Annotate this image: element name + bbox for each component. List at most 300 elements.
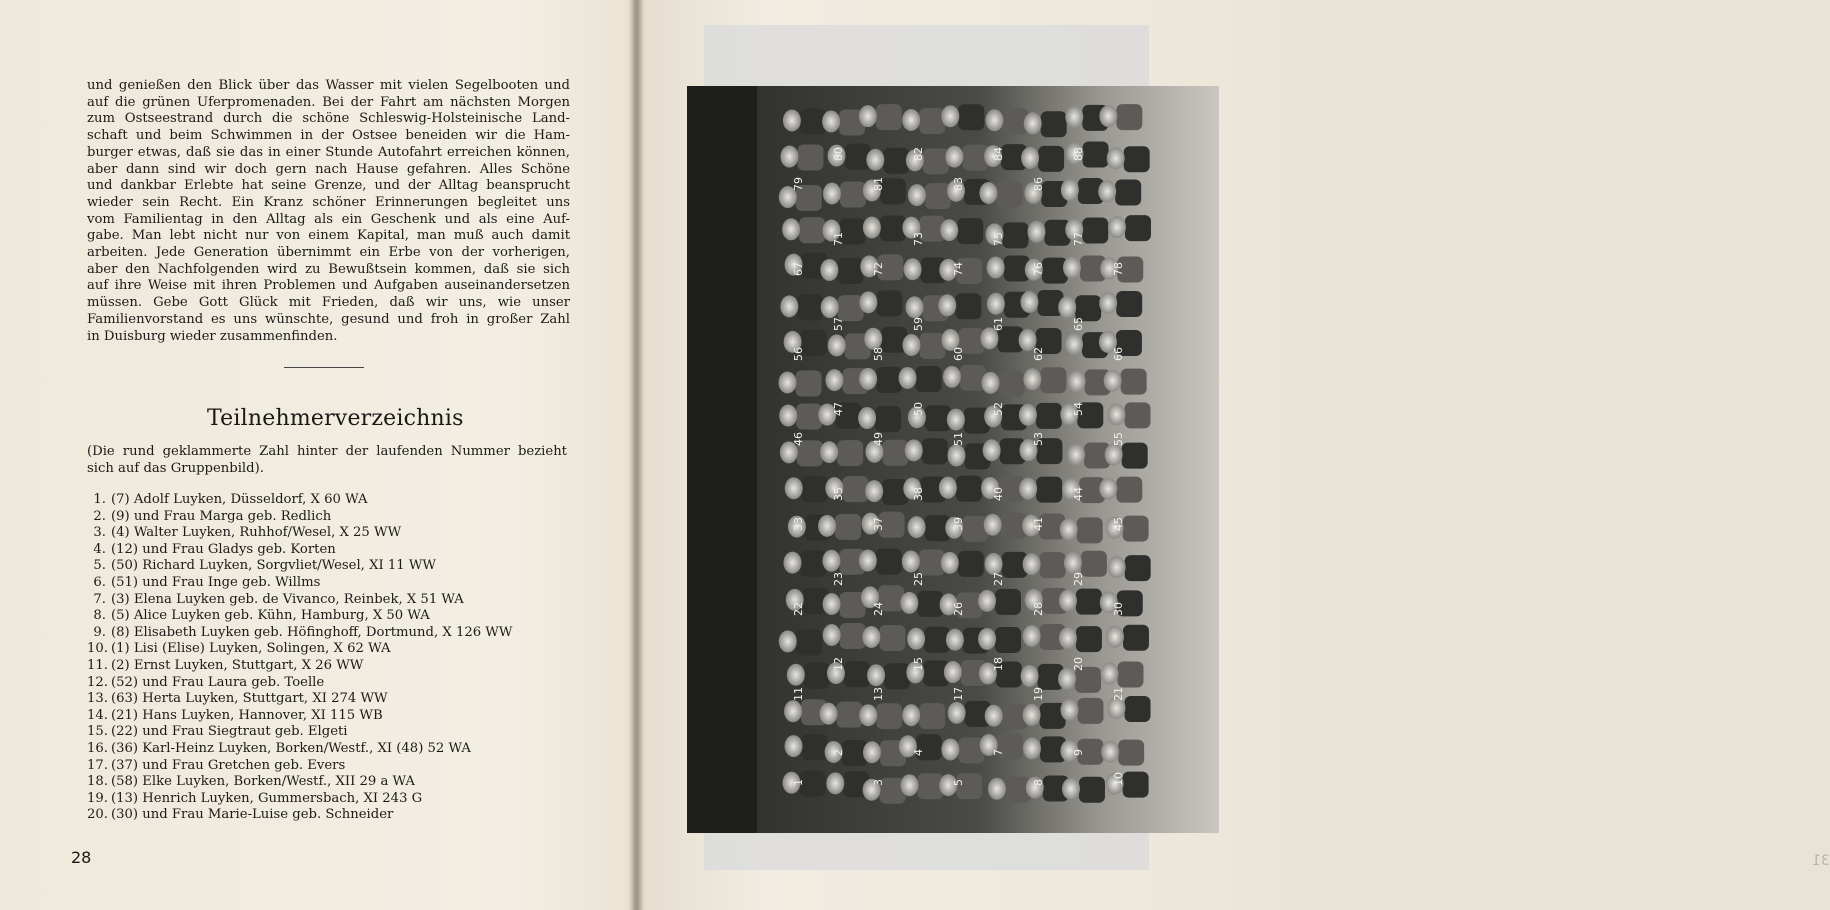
person-body	[837, 702, 863, 728]
person-head	[863, 741, 881, 763]
person-body	[1077, 517, 1103, 543]
person-body	[799, 217, 825, 243]
person-body	[917, 591, 943, 617]
photo-number-label: 56	[792, 347, 805, 361]
photo-number-label: 17	[952, 687, 965, 701]
section-divider	[284, 367, 364, 368]
person-body	[1118, 740, 1144, 766]
person-body	[923, 148, 949, 174]
participants-heading: Teilnehmerverzeichnis	[207, 406, 464, 431]
person-head	[859, 368, 877, 390]
person-head	[1023, 553, 1041, 575]
photo-number-label: 27	[992, 572, 1005, 586]
photo-number-label: 3	[872, 779, 885, 786]
body-text-line: zum Ostseestrand durch die schöne Schleswig-Holsteinische Land-	[87, 111, 570, 127]
photo-number-label: 1	[792, 779, 805, 786]
photo-number-label: 41	[1032, 517, 1045, 531]
person-body	[804, 663, 830, 689]
photo-number-label: 57	[832, 317, 845, 331]
person-head	[779, 372, 797, 394]
photo-number-label: 50	[912, 402, 925, 416]
person-head	[1108, 556, 1126, 578]
person-head	[1059, 627, 1077, 649]
body-text-line: in Duisburg wieder zusammenfinden.	[87, 328, 338, 344]
person-head	[1023, 704, 1041, 726]
person-head	[1099, 105, 1117, 127]
photo-number-label: 26	[952, 602, 965, 616]
participant-entry	[87, 525, 557, 542]
photo-number-label: 15	[912, 657, 925, 671]
person-body	[925, 183, 951, 209]
person-body	[916, 366, 942, 392]
participant-entry	[87, 741, 557, 758]
participant-text: (12) und Frau Gladys geb. Korten	[111, 541, 336, 557]
person-head	[1099, 292, 1117, 314]
person-head	[979, 182, 997, 204]
person-body	[1124, 696, 1150, 722]
person-body	[1123, 516, 1149, 542]
person-head	[1024, 112, 1042, 134]
person-head	[941, 552, 959, 574]
body-text-line: arbeiten. Jede Generation übernimmt ein Erbe von der vorherigen,	[87, 245, 570, 261]
photo-number-label: 5	[952, 779, 965, 786]
photo-number-label: 82	[912, 147, 925, 161]
person-body	[800, 108, 826, 134]
person-head	[902, 550, 920, 572]
person-head	[780, 146, 798, 168]
person-head	[825, 369, 843, 391]
person-head	[859, 550, 877, 572]
photo-number-label: 49	[872, 432, 885, 446]
person-head	[941, 738, 959, 760]
photo-number-label: 29	[1072, 572, 1085, 586]
person-body	[844, 661, 870, 687]
person-head	[864, 328, 882, 350]
person-body	[884, 663, 910, 689]
person-head	[785, 735, 803, 757]
person-body	[995, 627, 1021, 653]
person-head	[1023, 737, 1041, 759]
person-head	[865, 480, 883, 502]
person-body	[1124, 146, 1150, 172]
photo-number-label: 52	[992, 402, 1005, 416]
person-body	[960, 365, 986, 391]
person-head	[1023, 625, 1041, 647]
participant-number: 8.	[93, 608, 106, 624]
person-head	[1065, 106, 1083, 128]
person-body	[876, 104, 902, 130]
person-body	[1123, 625, 1149, 651]
body-text-line: wieder sein Recht. Ein Kranz schöner Erinnerungen begleitet uns	[87, 194, 570, 210]
photo-number-label: 88	[1072, 147, 1085, 161]
person-body	[802, 734, 828, 760]
participant-entry	[87, 608, 557, 625]
photo-number-label: 46	[792, 432, 805, 446]
person-head	[859, 105, 877, 127]
participant-number: 2.	[93, 508, 106, 524]
person-body	[1124, 402, 1150, 428]
person-body	[919, 108, 945, 134]
person-head	[858, 407, 876, 429]
photo-number-label: 86	[1032, 177, 1045, 191]
person-head	[988, 778, 1006, 800]
photo-number-label: 72	[872, 262, 885, 276]
person-head	[823, 593, 841, 615]
person-head	[1098, 180, 1116, 202]
person-body	[1076, 589, 1102, 615]
person-body	[1040, 552, 1066, 578]
person-head	[987, 293, 1005, 315]
page-number: 28	[71, 848, 92, 867]
participant-number: 20.	[87, 807, 108, 823]
photo-number-label: 67	[792, 262, 805, 276]
person-head	[902, 704, 920, 726]
person-body	[800, 551, 826, 577]
person-body	[1125, 555, 1151, 581]
photo-building-wall	[687, 86, 757, 833]
body-text-line: aber dann sind wir doch gern nach Hause gefahren. Alles Schöne	[87, 161, 570, 177]
participant-entry	[87, 625, 557, 642]
body-text	[87, 78, 570, 345]
participant-text: (7) Adolf Luyken, Düsseldorf, X 60 WA	[111, 492, 368, 507]
photo-number-label: 2	[832, 749, 845, 756]
person-head	[978, 590, 996, 612]
photo-number-label: 37	[872, 517, 885, 531]
person-head	[784, 700, 802, 722]
body-text-line: und dankbar Erlebte hat seine Grenze, und der Alltag beansprucht	[87, 178, 570, 194]
person-body	[958, 104, 984, 130]
person-head	[1099, 478, 1117, 500]
participant-text: (30) und Frau Marie-Luise geb. Schneider	[111, 807, 394, 823]
show-through-page-number: 31	[1812, 853, 1830, 869]
person-head	[948, 702, 966, 724]
photo-number-label: 61	[992, 317, 1005, 331]
person-body	[876, 549, 902, 575]
person-head	[940, 219, 958, 241]
person-head	[904, 258, 922, 280]
person-head	[985, 553, 1003, 575]
person-body	[837, 440, 863, 466]
photo-number-label: 4	[912, 749, 925, 756]
photo-number-label: 78	[1112, 262, 1125, 276]
person-body	[1038, 146, 1064, 172]
participant-number: 9.	[93, 624, 106, 640]
body-text-line: aber den Nachfolgenden wird zu Bewußtsein kommen, daß sie sich	[87, 261, 570, 277]
participant-text: (1) Lisi (Elise) Luyken, Solingen, X 62 WA	[111, 641, 391, 657]
participant-text: (51) und Frau Inge geb. Willms	[111, 574, 321, 590]
person-body	[955, 293, 981, 319]
person-body	[958, 551, 984, 577]
participant-list	[87, 492, 557, 824]
person-head	[1027, 221, 1045, 243]
person-head	[859, 704, 877, 726]
participant-text: (22) und Frau Siegtraut geb. Elgeti	[111, 724, 348, 740]
person-head	[782, 218, 800, 240]
participant-number: 19.	[87, 790, 108, 806]
person-head	[1104, 370, 1122, 392]
person-head	[1068, 370, 1086, 392]
body-text-line: gabe. Man lebt nicht nur von einem Kapital, man muß auch damit	[87, 228, 570, 244]
person-body	[882, 440, 908, 466]
person-head	[1021, 665, 1039, 687]
person-body	[1077, 698, 1103, 724]
participant-text: (36) Karl-Heinz Luyken, Borken/Westf., XI (48) 52 WA	[111, 740, 471, 756]
photo-number-label: 9	[1072, 749, 1085, 756]
left-page	[0, 0, 636, 910]
person-head	[983, 439, 1001, 461]
person-head	[902, 334, 920, 356]
photo-number-label: 83	[952, 177, 965, 191]
person-head	[1020, 291, 1038, 313]
group-photo-note: (Die rund geklammerte Zahl hinter der laufenden Nummer bezieht sich auf das Gruppenbild).	[87, 444, 567, 476]
participant-number: 6.	[93, 574, 106, 590]
body-text-line: auf die grünen Uferpromenaden. Bei der Fahrt am nächsten Morgen	[87, 94, 570, 110]
photo-number-label: 55	[1112, 432, 1125, 446]
photo-number-label: 40	[992, 487, 1005, 501]
person-body	[957, 218, 983, 244]
person-body	[876, 290, 902, 316]
participant-entry	[87, 791, 557, 808]
participant-entry	[87, 724, 557, 741]
person-head	[981, 372, 999, 394]
participant-text: (9) und Frau Marga geb. Redlich	[111, 508, 332, 524]
person-body	[880, 216, 906, 242]
person-body	[875, 406, 901, 432]
person-body	[879, 625, 905, 651]
person-head	[867, 664, 885, 686]
participant-entry	[87, 691, 557, 708]
photo-number-label: 18	[992, 657, 1005, 671]
person-head	[787, 664, 805, 686]
person-head	[902, 109, 920, 131]
person-head	[783, 109, 801, 131]
person-head	[1019, 478, 1037, 500]
person-body	[1003, 222, 1029, 248]
photo-number-label: 62	[1032, 347, 1045, 361]
participant-number: 11.	[87, 657, 108, 673]
photo-number-label: 74	[952, 262, 965, 276]
person-body	[837, 258, 863, 284]
person-head	[908, 516, 926, 538]
photo-number-label: 33	[792, 517, 805, 531]
person-head	[1023, 368, 1041, 390]
photo-number-label: 8	[1032, 779, 1045, 786]
photo-number-label: 39	[952, 517, 965, 531]
person-head	[820, 441, 838, 463]
person-body	[876, 367, 902, 393]
participant-text: (21) Hans Luyken, Hannover, XI 115 WB	[111, 707, 383, 723]
photo-number-label: 76	[1032, 262, 1045, 276]
participant-text: (37) und Frau Gretchen geb. Evers	[111, 757, 346, 773]
person-body	[1117, 661, 1143, 687]
person-body	[1122, 443, 1148, 469]
participant-text: (50) Richard Luyken, Sorgvliet/Wesel, XI 11 WW	[111, 558, 436, 574]
person-body	[996, 181, 1022, 207]
person-body	[797, 145, 823, 171]
person-head	[783, 552, 801, 574]
person-head	[906, 296, 924, 318]
participant-text: (4) Walter Luyken, Ruhhof/Wesel, X 25 WW	[111, 525, 402, 541]
person-body	[796, 629, 822, 655]
person-head	[1107, 403, 1125, 425]
participant-number: 10.	[87, 641, 108, 657]
person-head	[1064, 552, 1082, 574]
person-body	[919, 703, 945, 729]
person-head	[866, 149, 884, 171]
group-photo	[687, 86, 1219, 833]
person-body	[1121, 369, 1147, 395]
person-body	[840, 623, 866, 649]
body-text-line: und genießen den Blick über das Wasser mit vielen Segelbooten und	[87, 78, 570, 93]
photo-number-label: 75	[992, 232, 1005, 246]
person-head	[900, 592, 918, 614]
person-head	[820, 259, 838, 281]
photo-number-label: 11	[792, 687, 805, 701]
person-body	[1076, 626, 1102, 652]
person-head	[828, 334, 846, 356]
participant-entry	[87, 774, 557, 791]
photo-number-label: 65	[1072, 317, 1085, 331]
person-head	[978, 628, 996, 650]
person-head	[947, 444, 965, 466]
person-body	[995, 589, 1021, 615]
person-body	[1116, 477, 1142, 503]
person-body	[1115, 179, 1141, 205]
person-body	[1079, 777, 1105, 803]
photo-number-label: 35	[832, 487, 845, 501]
participant-entry	[87, 542, 557, 559]
body-text-line: müssen. Gebe Gott Glück mit Frieden, daß wir uns, wie unser	[87, 295, 570, 311]
person-head	[780, 295, 798, 317]
photo-number-label: 7	[992, 749, 1005, 756]
photo-number-label: 51	[952, 432, 965, 446]
photo-number-label: 54	[1072, 402, 1085, 416]
person-body	[1036, 403, 1062, 429]
photo-number-label: 22	[792, 602, 805, 616]
person-head	[943, 366, 961, 388]
person-body	[1082, 218, 1108, 244]
participant-entry	[87, 807, 557, 824]
participant-entry	[87, 558, 557, 575]
person-head	[822, 110, 840, 132]
person-head	[779, 630, 797, 652]
participant-number: 1.	[93, 492, 106, 507]
person-head	[859, 291, 877, 313]
photo-number-label: 24	[872, 602, 885, 616]
photo-number-label: 44	[1072, 487, 1085, 501]
person-body	[1125, 215, 1151, 241]
person-head	[1060, 518, 1078, 540]
body-text-line: schaft und beim Schwimmen in der Ostsee beneiden wir die Ham-	[87, 128, 570, 144]
person-body	[1036, 477, 1062, 503]
photo-number-label: 84	[992, 147, 1005, 161]
photo-number-label: 23	[832, 572, 845, 586]
photo-number-label: 59	[912, 317, 925, 331]
participant-text: (52) und Frau Laura geb. Toelle	[111, 674, 325, 690]
person-head	[908, 184, 926, 206]
photo-number-label: 81	[872, 177, 885, 191]
body-text-line: auf ihre Weise mit ihren Problemen und Aufgaben auseinandersetzen	[87, 278, 570, 294]
person-head	[1062, 778, 1080, 800]
person-body	[1123, 772, 1149, 798]
participant-text: (58) Elke Luyken, Borken/Westf., XII 29 a WA	[111, 774, 415, 790]
participant-entry	[87, 509, 557, 526]
person-head	[945, 146, 963, 168]
person-head	[1107, 147, 1125, 169]
person-head	[985, 109, 1003, 131]
person-head	[1101, 741, 1119, 763]
person-head	[1058, 296, 1076, 318]
body-text-line: vom Familientag in den Alltag als ein Geschenk und als eine Auf-	[87, 211, 570, 227]
person-head	[818, 515, 836, 537]
person-body	[835, 514, 861, 540]
photo-number-label: 80	[832, 147, 845, 161]
person-body	[922, 438, 948, 464]
person-body	[797, 294, 823, 320]
photo-number-label: 58	[872, 347, 885, 361]
photo-number-label: 71	[832, 232, 845, 246]
person-head	[1063, 257, 1081, 279]
person-body	[876, 703, 902, 729]
person-head	[821, 296, 839, 318]
photo-number-label: 19	[1032, 687, 1045, 701]
participant-number: 14.	[87, 707, 108, 723]
photo-number-label: 53	[1032, 432, 1045, 446]
participant-number: 13.	[87, 691, 108, 707]
person-head	[826, 772, 844, 794]
participant-entry	[87, 675, 557, 692]
photo-number-label: 66	[1112, 347, 1125, 361]
photo-number-label: 20	[1072, 657, 1085, 671]
photo-number-label: 79	[792, 177, 805, 191]
person-head	[946, 629, 964, 651]
photo-number-label: 77	[1072, 232, 1085, 246]
person-body	[1116, 291, 1142, 317]
participant-number: 7.	[93, 591, 106, 607]
participant-text: (3) Elena Luyken geb. de Vivanco, Reinbek, X 51 WA	[111, 591, 464, 607]
person-body	[1083, 142, 1109, 168]
photo-number-label: 60	[952, 347, 965, 361]
person-body	[919, 333, 945, 359]
participant-number: 15.	[87, 724, 108, 740]
participant-text: (13) Henrich Luyken, Gummersbach, XI 243 G	[111, 790, 423, 806]
person-head	[820, 703, 838, 725]
photo-number-label: 73	[912, 232, 925, 246]
person-body	[796, 371, 822, 397]
participant-text: (2) Ernst Luyken, Stuttgart, X 26 WW	[111, 657, 364, 673]
photo-number-label: 47	[832, 402, 845, 416]
participant-number: 16.	[87, 740, 108, 756]
person-head	[938, 294, 956, 316]
participant-entry	[87, 758, 557, 775]
person-head	[1019, 404, 1037, 426]
person-head	[907, 628, 925, 650]
participant-number: 4.	[93, 541, 106, 557]
person-head	[947, 409, 965, 431]
person-head	[1021, 147, 1039, 169]
person-head	[1065, 333, 1083, 355]
person-body	[802, 476, 828, 502]
person-head	[1067, 444, 1085, 466]
participant-number: 3.	[93, 525, 106, 541]
person-body	[956, 476, 982, 502]
photo-number-label: 38	[912, 487, 925, 501]
person-head	[984, 514, 1002, 536]
participant-entry	[87, 641, 557, 658]
participant-entry	[87, 575, 557, 592]
person-head	[899, 367, 917, 389]
person-head	[1100, 662, 1118, 684]
